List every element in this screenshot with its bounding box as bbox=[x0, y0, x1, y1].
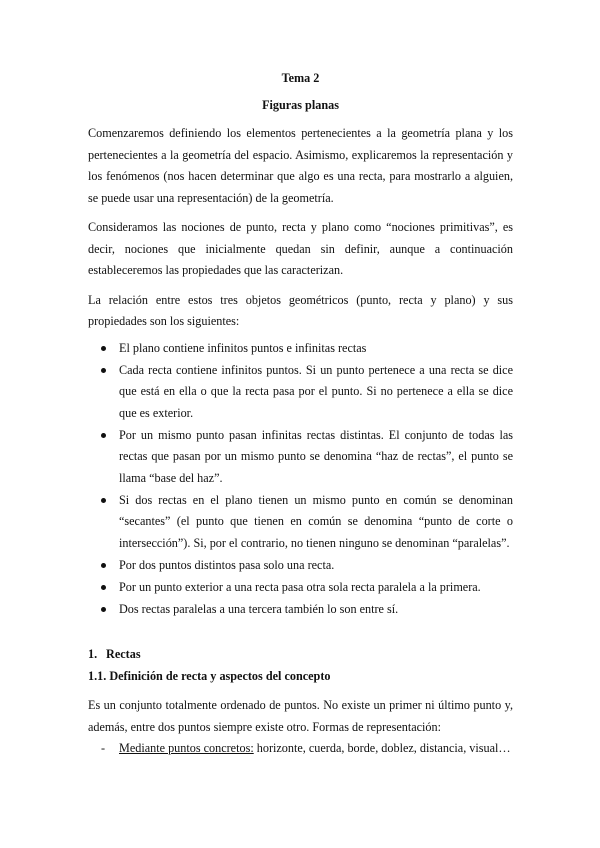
list-item bbox=[88, 599, 513, 621]
list-item-text: Dos rectas paralelas a una tercera también lo son entre sí. bbox=[119, 601, 399, 616]
bullet-icon bbox=[101, 585, 106, 590]
section-title: Rectas bbox=[106, 647, 141, 661]
list-item bbox=[88, 555, 513, 577]
representation-label: Mediante puntos concretos: bbox=[119, 741, 254, 755]
list-item bbox=[88, 360, 513, 425]
page-title: Figuras planas bbox=[262, 98, 339, 112]
list-item-text: Cada recta contiene infinitos puntos. Si un punto pertenece a una recta se dice que está en ella o que la recta pasa por el punto. Si no pertenece a ella se dice que es exterior. bbox=[119, 362, 513, 420]
bullet-icon bbox=[101, 607, 106, 612]
list-item bbox=[88, 577, 513, 599]
definition-paragraph: Es un conjunto totalmente ordenado de puntos. No existe un primer ni último punto y, además, entre dos puntos siempre existe otro. Formas de representación: bbox=[88, 698, 513, 734]
bullet-icon bbox=[101, 368, 106, 373]
bullet-icon bbox=[101, 433, 106, 438]
bullet-icon bbox=[101, 346, 106, 351]
bullet-icon bbox=[101, 563, 106, 568]
page-content bbox=[88, 64, 513, 760]
dash-marker: - bbox=[101, 741, 106, 755]
list-item-text: Por dos puntos distintos pasa solo una recta. bbox=[119, 557, 335, 572]
relation-paragraph: La relación entre estos tres objetos geométricos (punto, recta y plano) y sus propiedades son los siguientes: bbox=[88, 292, 513, 328]
intro-paragraph: Comenzaremos definiendo los elementos pertenecientes a la geometría plana y los pertenecientes a la geometría del espacio. Asimismo, explicaremos la representación y los fenómenos (nos hacen determinar que algo es una recta, para mostrarlo a alguien, se puede usar una representación) de la geometría. bbox=[88, 126, 513, 205]
representation-list bbox=[88, 738, 513, 760]
section-heading bbox=[88, 644, 513, 666]
section-number: 1. bbox=[88, 647, 98, 661]
topic-title: Tema 2 bbox=[281, 71, 320, 85]
list-item bbox=[88, 425, 513, 490]
bullet-icon bbox=[101, 498, 106, 503]
list-item bbox=[88, 338, 513, 360]
list-item-text: Por un punto exterior a una recta pasa otra sola recta paralela a la primera. bbox=[119, 579, 481, 594]
primitive-notions-paragraph: Consideramos las nociones de punto, recta y plano como “nociones primitivas”, es decir, nociones que inicialmente quedan sin definir, aunque a continuación estableceremos las propiedades que las caracterizan. bbox=[88, 220, 513, 277]
subsection-heading: 1.1. Definición de recta y aspectos del concepto bbox=[88, 668, 331, 683]
list-item bbox=[88, 738, 513, 760]
list-item-text: El plano contiene infinitos puntos e infinitas rectas bbox=[119, 340, 367, 355]
list-item bbox=[88, 490, 513, 555]
properties-list bbox=[88, 338, 513, 621]
representation-text: horizonte, cuerda, borde, doblez, distancia, visual… bbox=[253, 741, 511, 755]
list-item-text: Si dos rectas en el plano tienen un mismo punto en común se denominan “secantes” (el punto que tienen en común se denomina “punto de corte o intersección”). Si, por el contrario, no tienen ninguno se denominan “paralelas”. bbox=[119, 492, 513, 550]
list-item-text: Por un mismo punto pasan infinitas rectas distintas. El conjunto de todas las rectas que pasan por un mismo punto se denomina “haz de rectas”, el punto se llama “base del haz”. bbox=[119, 427, 513, 485]
